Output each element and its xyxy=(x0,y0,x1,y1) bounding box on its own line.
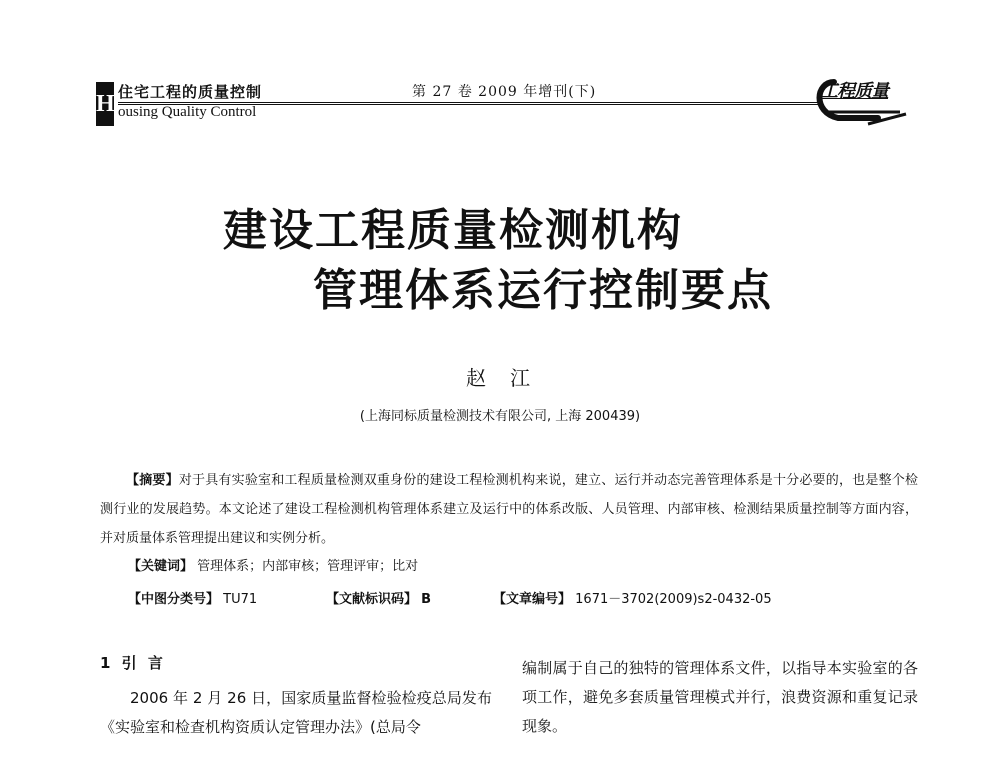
section-heading: 1 引 言 xyxy=(100,654,163,672)
brand-logo-text: 工程质量 xyxy=(820,81,888,102)
body-right-column: 编制属于自己的独特的管理体系文件，以指导本实验室的各项工作，避免多套质量管理模式并行，浪费资源和重复记录现象。 xyxy=(522,659,918,735)
document-code-label: 【文献标识码】 xyxy=(326,592,418,607)
article-number-value: 1671－3702(2009)s2-0432-05 xyxy=(575,592,772,607)
classification-value: TU71 xyxy=(223,592,258,607)
journal-title-cn: 住宅工程的质量控制 xyxy=(118,83,263,101)
abstract xyxy=(100,466,918,553)
body-left-column: 2006 年 2 月 26 日，国家质量监督检验检疫总局发布《实验室和检查机构资质认定管理办法》(总局令 xyxy=(100,689,492,736)
classification-label: 【中图分类号】 xyxy=(128,592,220,607)
article-number xyxy=(493,588,772,607)
article-title-line-1: 建设工程质量检测机构 xyxy=(223,205,683,256)
author-affiliation: (上海同标质量检测技术有限公司, 上海 200439) xyxy=(359,409,641,424)
issue-info: 第 27 卷 2009 年增刊(下) xyxy=(412,84,597,100)
keywords-line xyxy=(128,555,418,574)
abstract-label: 【摘要】 xyxy=(126,473,179,488)
document-code-value: B xyxy=(421,592,432,607)
author-name: 赵江 xyxy=(466,366,554,390)
classification-number xyxy=(128,588,257,607)
article-number-label: 【文章编号】 xyxy=(493,592,572,607)
document-code xyxy=(326,588,431,607)
header-rule xyxy=(118,104,818,105)
journal-logo-box: H xyxy=(96,82,114,126)
article-title-line-2: 管理体系运行控制要点 xyxy=(313,265,773,316)
header-rule xyxy=(118,102,818,103)
journal-title-en: ousing Quality Control xyxy=(118,104,257,120)
keywords-text: 管理体系；内部审核；管理评审；比对 xyxy=(197,559,419,574)
abstract-text: 对于具有实验室和工程质量检测双重身份的建设工程检测机构来说，建立、运行并动态完善管理体系是十分必要的，也是整个检测行业的发展趋势。本文论述了建设工程检测机构管理体系建立及运行中的体系改版、人员管理、内部审核、检测结果质量控制等方面内容，并对质量体系管理提出建议和实例分析。 xyxy=(100,473,918,546)
keywords-label: 【关键词】 xyxy=(128,559,194,574)
